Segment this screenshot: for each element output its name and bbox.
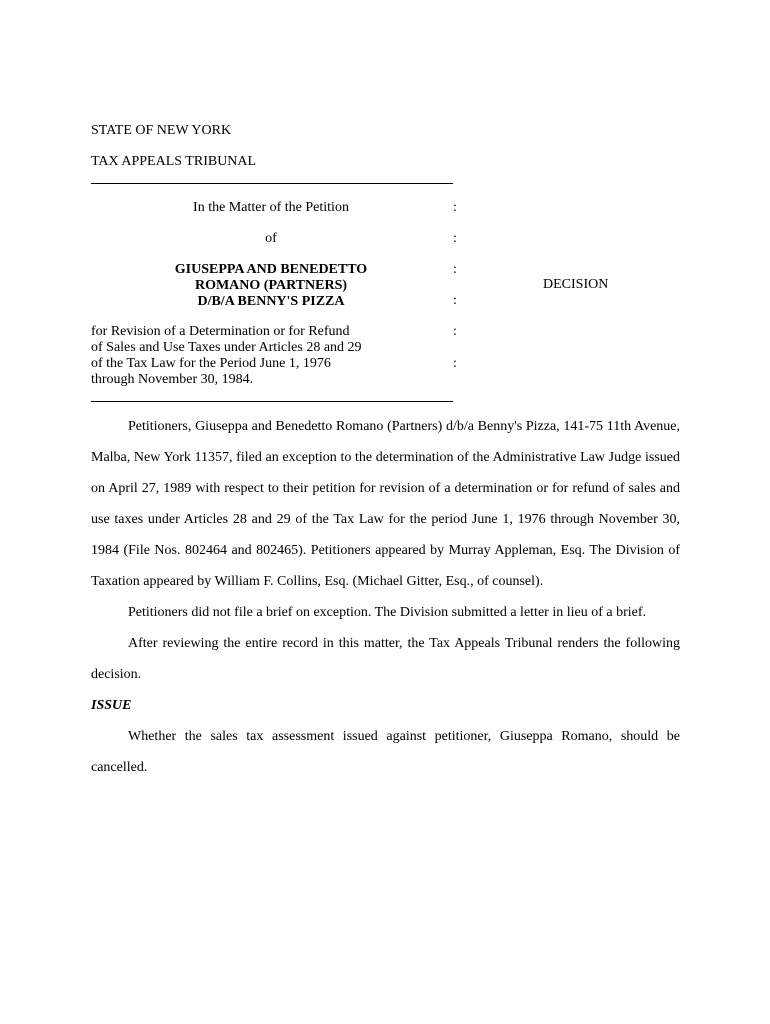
paragraph: After reviewing the entire record in this matter, the Tax Appeals Tribunal renders the following decision.: [91, 636, 680, 682]
purpose-line: of Sales and Use Taxes under Articles 28 and 29: [91, 340, 362, 355]
top-rule: [91, 183, 453, 184]
caption-colon: :: [453, 200, 457, 215]
state-heading: STATE OF NEW YORK: [91, 123, 232, 138]
caption-colon: :: [453, 262, 457, 277]
petitioner-name: [91, 262, 451, 310]
caption-colon: :: [453, 356, 457, 371]
decision-label: DECISION: [543, 277, 609, 292]
paragraph: Whether the sales tax assessment issued against petitioner, Giuseppa Romano, should be cancelled.: [91, 729, 680, 775]
paragraph: Petitioners, Giuseppa and Benedetto Romano (Partners) d/b/a Benny's Pizza, 141-75 11th Avenue, Malba, New York 11357, filed an exception to the determination of the Administrative Law Judge issued on April 27, 1989 with respect to their petition for revision of a determination or for refund of sales and use taxes under Articles 28 and 29 of the Tax Law for the period June 1, 1976 through November 30, 1984 (File Nos. 802464 and 802465). Petitioners appeared by Murray Appleman, Esq. The Division of Taxation appeared by William F. Collins, Esq. (Michael Gitter, Esq., of counsel).: [91, 419, 680, 589]
petitioner-line: D/B/A BENNY'S PIZZA: [197, 294, 345, 309]
tribunal-heading: TAX APPEALS TRIBUNAL: [91, 154, 257, 169]
petition-purpose: [91, 324, 451, 388]
caption-colon: :: [453, 231, 457, 246]
caption-of: of: [265, 231, 277, 246]
caption-colon: :: [453, 324, 457, 339]
purpose-line: through November 30, 1984.: [91, 372, 254, 387]
decision-body: [91, 411, 680, 783]
bottom-rule: [91, 401, 453, 402]
paragraph: Petitioners did not file a brief on exception. The Division submitted a letter in lieu of a brief.: [128, 605, 646, 620]
caption-colon: :: [453, 293, 457, 308]
petitioner-line: GIUSEPPA AND BENEDETTO: [174, 262, 368, 277]
caption-matter: In the Matter of the Petition: [193, 200, 349, 215]
purpose-line: of the Tax Law for the Period June 1, 1976: [91, 356, 331, 371]
petitioner-line: ROMANO (PARTNERS): [194, 278, 348, 293]
purpose-line: for Revision of a Determination or for Refund: [91, 324, 350, 339]
issue-heading: ISSUE: [91, 698, 132, 713]
